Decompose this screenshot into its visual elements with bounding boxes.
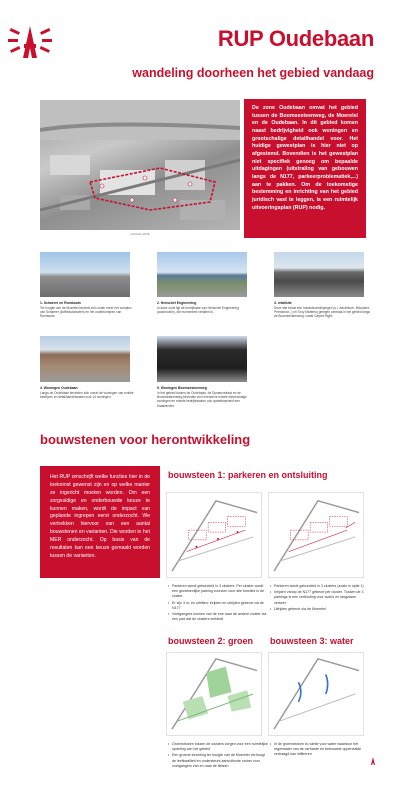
photo-5 [157, 336, 247, 382]
bouwsteen2-title: bouwsteen 2: groen [168, 636, 254, 646]
bullet: • Parkeren wordt gebundeld in 3 clusters (zoals in optie 1) [270, 584, 368, 589]
bouwsteen1-left-bullets [168, 584, 268, 623]
bouwsteen3-title: bouwsteen 3: water [270, 636, 354, 646]
section-title-bouwstenen: bouwstenen voor herontwikkeling [40, 432, 251, 447]
bouwsteen3-bullets [270, 742, 368, 759]
bouwsteen2-bullets [168, 742, 268, 770]
bouwsteen1-title: bouwsteen 1: parkeren en ontsluiting [168, 470, 328, 480]
photo-2-text: In deze zone ligt de bedrijfssite van Henschel Engineering (automotive), die momenteel verlaten is. [157, 305, 239, 314]
photo-1-caption [40, 301, 136, 319]
photo-1 [40, 252, 130, 297]
footer-logo-icon [368, 756, 378, 766]
bouwsteen1-right-bullets [270, 584, 368, 613]
photo-5-caption [157, 386, 253, 408]
photo-4 [40, 336, 130, 382]
photo-1-title: 1. Schaerer en Rombouts [40, 301, 81, 305]
photo-2-title: 2. Henschel Engineering [157, 301, 197, 305]
photo-2-caption [157, 301, 253, 314]
bullet: • Voetgangers kunnen van de ene naar de andere cluster via een pad dat de clusters verbindt [168, 612, 268, 622]
page-title: RUP Oudebaan [217, 26, 374, 51]
photo-3-caption [274, 301, 370, 319]
photo-5-title: 5. Woningen Boomsesteenweg [157, 386, 207, 390]
bouwsteen1-diagram-left [166, 492, 262, 578]
intro-text-box: De zone Oudebaan omvat het gebied tussen de Boomsesteenweg, de Moerelei en de Oudebaan. In dit gebied komen naast bedrijvigheid ook woningen en grootschalige detailhandel voor. Het huidige gewestplan is hier niet op afgestemd. Bovendien is het gewestplan niet specifiek genoeg om bepaalde uitdagingen (uitstraling van gebouwen langs de N177, parkeerproblematiek,...) aan te pakken. Om de toekomstige bestemming en inrichting van het gebied juridisch vast te leggen, is een ruimtelijk uitvoeringsplan (RUP) nodig. [244, 99, 366, 238]
photo-4-caption [40, 386, 136, 399]
photo-5-text: In het gebied tussen de Oudebaan, de Dynamostraat en de Boomsesteenweg bevinden zich eveneens enkele kleinschalige woningen en enkele bedrijfsstaken ook opwetbaarheid een braakterrein. [157, 390, 247, 408]
photo-3-title: 3. retailsite [274, 301, 292, 305]
photo-4-text: Langs de Oudebaan bevinden zich zowel de woningen van enkele bedrijven en detailhandelszaken ook 14 woningen. [40, 390, 134, 399]
bullet: • Uitrijden gebeurt via de Moerelei [270, 607, 368, 612]
bouwstenen-intro-box: Het RUP omschrijft welke functies hier in de toekomst gewenst zijn en op welke manier ze ingericht moeten worden. Om een zorgvuldige en onderbouwde keuze te kunnen maken, wordt de impact van geplande ingrepen eerst onderzocht. We vertrekken hiervoor van een aantal bouwstenen en varianten. Die worden in het MER onderzocht. Op basis van de resultaten kan een keuze gemaakt worden tussen de varianten. [40, 466, 160, 578]
page-subtitle: wandeling doorheen het gebied vandaag [132, 66, 374, 80]
bouwsteen3-diagram [268, 652, 364, 736]
antwerpen-logo-icon [8, 22, 52, 62]
photo-2 [157, 252, 247, 297]
bullet: • Er zijn 3 in- en uitritten: inrijden en uitrijden gebeurt via de N177 [168, 601, 268, 611]
aerial-photo [40, 100, 240, 230]
bouwsteen1-diagram-right [268, 492, 364, 578]
bullet: • Groenstroken tussen de clusters zorgen voor een ruimtelijke opdeling van het gebied [168, 742, 268, 752]
photo-3 [274, 252, 364, 297]
photo-4-title: 4. Woningen Oudebaan [40, 386, 78, 390]
aerial-caption: luchtfoto 2018 [130, 232, 150, 236]
bouwsteen2-diagram [166, 652, 262, 736]
bullet: • Parkeren wordt gebundeld in 3 clusters. Per cluster wordt een gezamenlijke parking voorzien voor alle functies in de cluster. [168, 584, 268, 600]
bullet: • Inrijden vanop de N177 gebeurt per cluster. Tussen de 3 parkings is een verbinding voor auto's en langzaam verkeer [270, 590, 368, 606]
bullet: • In de groenstroken is ruimte voor water waardoor het regenwater van de verharde en bebouwde oppervlakte vertraagd kan infiltreren [270, 742, 368, 758]
photo-1-text: Ter hoogte van de Moerelei bevindt zich onder meer het complex van Schaerer (koffieautomaten) en het onderkomplex van Rombouts. [40, 305, 132, 319]
bullet: • Een groene inrichting ter hoogte van de Moerelei verhoogt de leefkwaliteit en ondersteunt aanvullende routes voor voetgangers van en naar de fietsen [168, 753, 268, 769]
photo-3-text: Deze site bevat een handelsverdiepingen (o.l. Adventure, Bricoland, Prémamar...) en Tony Martens) gelegen centraal in het gebied langs de Boomsesteenweg, naast Carpet Right. [274, 305, 370, 319]
